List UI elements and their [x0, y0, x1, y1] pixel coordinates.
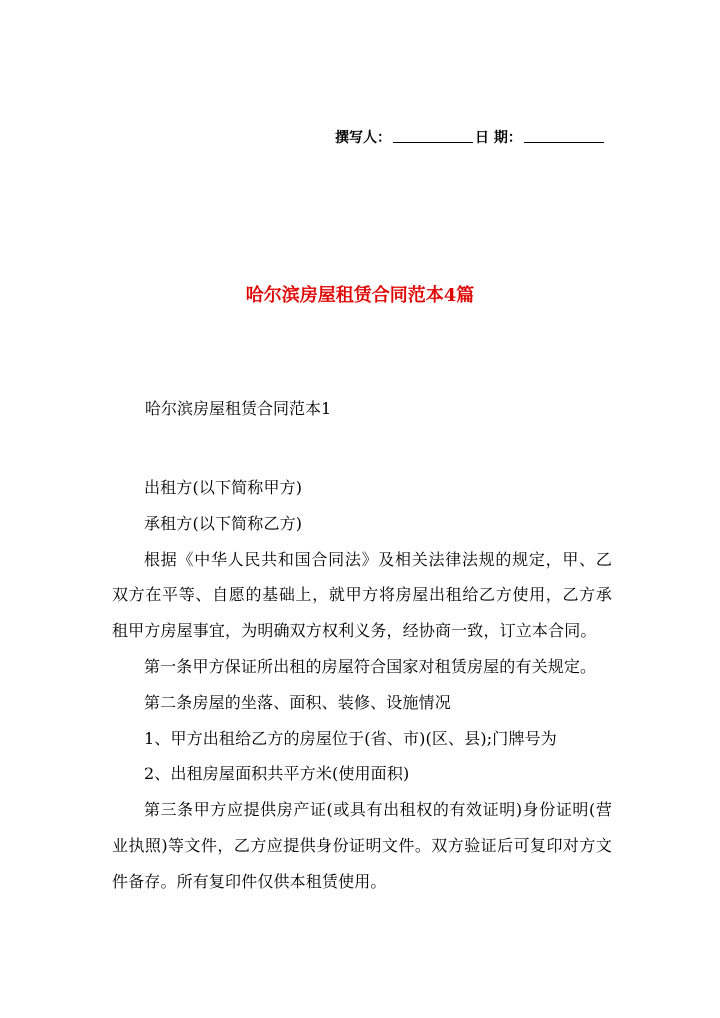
document-header: [335, 123, 625, 147]
date-blank-line: [524, 141, 604, 143]
paragraph: 出租方(以下简称甲方): [144, 478, 303, 497]
paragraph: 第一条甲方保证所出租的房屋符合国家对租赁房屋的有关规定。: [144, 656, 597, 676]
paragraph: 2、出租房屋面积共平方米(使用面积): [144, 764, 410, 784]
section-subtitle: 哈尔滨房屋租赁合同范本1: [145, 399, 332, 418]
paragraph: 1、甲方出租给乙方的房屋位于(省、市)(区、县);门牌号为: [144, 728, 557, 748]
paragraph: 承租方(以下简称乙方): [144, 513, 303, 533]
document-title: 哈尔滨房屋租赁合同范本4篇: [245, 285, 475, 306]
date-label: 日 期：: [475, 130, 522, 146]
author-blank-line: [393, 141, 473, 143]
author-label: 撰写人：: [335, 130, 391, 146]
document-body: [112, 470, 612, 900]
paragraph: 第二条房屋的坐落、面积、装修、设施情况: [144, 692, 451, 712]
paragraph: 第三条甲方应提供房产证(或具有出租权的有效证明)身份证明(营业执照)等文件，乙方应提供身份证明文件。双方验证后可复印对方文件备存。所有复印件仅供本租赁使用。: [112, 800, 612, 891]
paragraph: 根据《中华人民共和国合同法》及相关法律法规的规定，甲、乙双方在平等、自愿的基础上，就甲方将房屋出租给乙方使用，乙方承租甲方房屋事宜，为明确双方权利义务，经协商一致，订立本合同。: [112, 549, 612, 641]
